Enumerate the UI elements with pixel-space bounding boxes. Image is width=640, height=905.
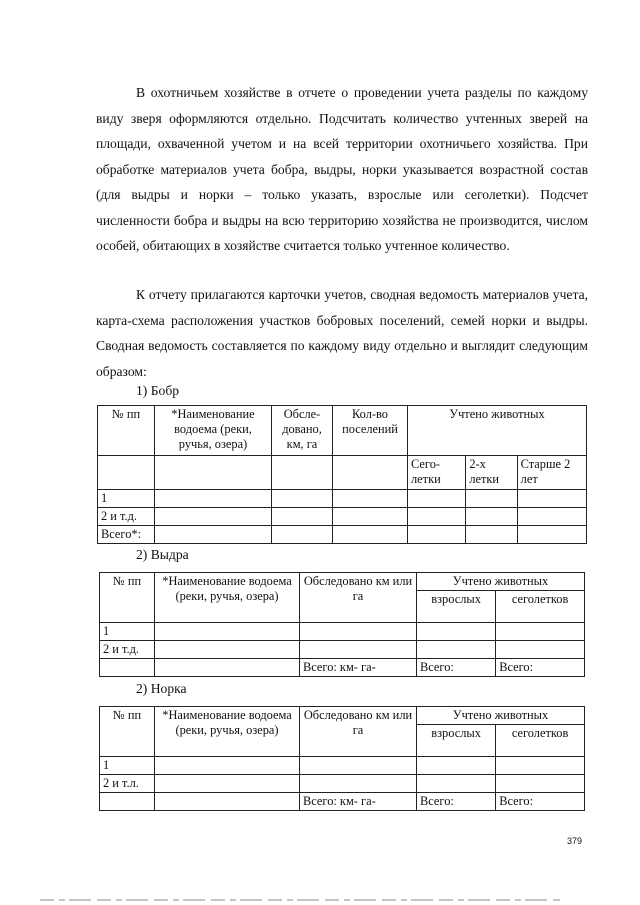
page-number: 379 — [567, 836, 583, 846]
header-settlements: Кол-во поселений — [333, 406, 408, 456]
total-adults: Всего: — [417, 793, 496, 811]
row-label: 2 и т.д. — [100, 641, 155, 659]
row-label: 2 и т.д. — [98, 508, 155, 526]
header-waterbody: *Наименование водоема (реки, ручья, озера) — [155, 406, 272, 456]
section-heading-beaver: 1) Бобр — [136, 383, 180, 398]
header-num: № пп — [100, 573, 155, 623]
row-label: 1 — [100, 623, 155, 641]
header-adults: взрослых — [417, 591, 496, 623]
empty-cell — [155, 456, 272, 490]
empty-cell — [272, 456, 333, 490]
header-adults: взрослых — [417, 725, 496, 757]
header-waterbody: *Наименование водоема (реки, ручья, озера) — [155, 707, 300, 757]
row-label-total: Всего*: — [98, 526, 155, 544]
header-surveyed: Обследовано км или га — [300, 707, 417, 757]
header-young: сеголетков — [496, 725, 585, 757]
total-young: Всего: — [496, 793, 585, 811]
header-young: сеголетков — [496, 591, 585, 623]
otter-table — [99, 572, 585, 677]
total-area: Всего: км- га- — [300, 659, 417, 677]
beaver-table — [97, 405, 587, 544]
total-young: Всего: — [496, 659, 585, 677]
header-counted: Учтено животных — [417, 707, 585, 725]
header-yearlings: Сего-летки — [408, 456, 466, 490]
header-num: № пп — [100, 707, 155, 757]
header-waterbody: *Наименование водоема (реки, ручья, озера) — [155, 573, 300, 623]
header-num: № пп — [98, 406, 155, 456]
row-label: 1 — [100, 757, 155, 775]
header-two-year: 2-х летки — [466, 456, 517, 490]
header-counted: Учтено животных — [408, 406, 587, 456]
header-older: Старше 2 лет — [517, 456, 586, 490]
mink-table — [99, 706, 585, 811]
row-label: 2 и т.л. — [100, 775, 155, 793]
scan-edge-noise — [0, 896, 640, 905]
empty-cell — [333, 456, 408, 490]
section-heading-mink: 2) Норка — [136, 681, 187, 696]
paragraph-text: В охотничьем хозяйстве в отчете о проведении учета разделы по каждому виду зверя оформляются отдельно. Подсчитать количество учтенных зверей на площади, охваченной учетом и на всей территории охотничьего хозяйства. При обработке материалов учета бобра, выдры, норки указывается возрастной состав (для выдры и норки – только указать, взрослые или сеголетки). Подсчет численности бобра и выдры на всю территорию хозяйства не производится, числом особей, обитающих в хозяйстве считается только учтенное количество. — [96, 85, 588, 253]
paragraph-attachments — [96, 282, 588, 384]
empty-cell — [98, 456, 155, 490]
paragraph-intro — [96, 80, 588, 259]
section-heading-otter: 2) Выдра — [136, 547, 189, 562]
header-surveyed: Обследовано км или га — [300, 573, 417, 623]
total-area: Всего: км- га- — [300, 793, 417, 811]
total-adults: Всего: — [417, 659, 496, 677]
header-surveyed: Обсле-довано, км, га — [272, 406, 333, 456]
row-label: 1 — [98, 490, 155, 508]
header-counted: Учтено животных — [417, 573, 585, 591]
paragraph-text: К отчету прилагаются карточки учетов, сводная ведомость материалов учета, карта-схема расположения участков бобровых поселений, семей норки и выдры. Сводная ведомость составляется по каждому виду отдельно и выглядит следующим образом: — [96, 287, 588, 379]
